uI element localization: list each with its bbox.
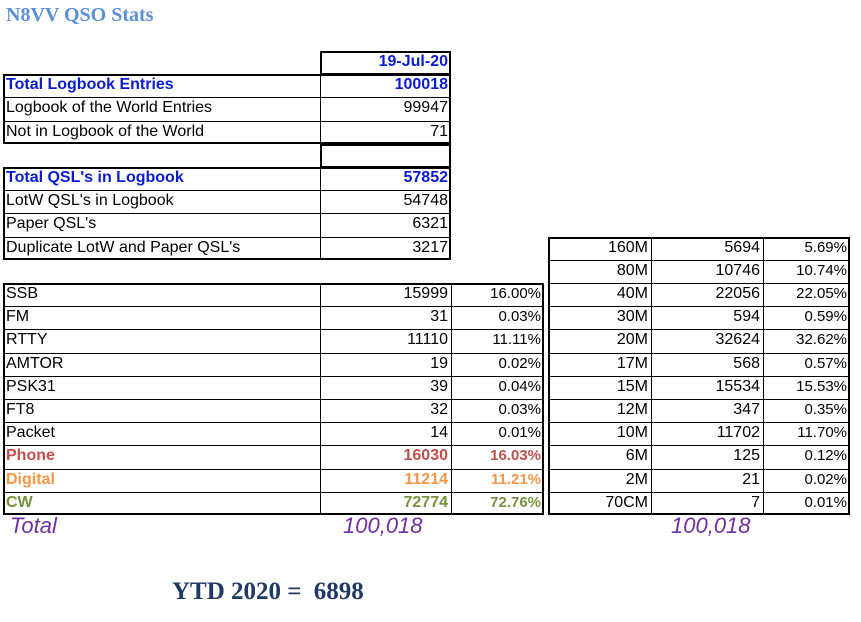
band-label: 20M xyxy=(616,331,648,348)
band-label: 70CM xyxy=(605,494,648,511)
band-count: 11702 xyxy=(716,424,760,441)
band-count: 125 xyxy=(733,447,760,464)
grid-line xyxy=(3,445,544,446)
mode-count: 39 xyxy=(430,378,448,395)
band-count: 10746 xyxy=(715,262,760,279)
mode-pct: 0.04% xyxy=(498,378,541,395)
band-pct: 0.35% xyxy=(804,401,847,418)
mode-pct: 0.01% xyxy=(498,424,541,441)
qsl-label: Duplicate LotW and Paper QSL's xyxy=(6,239,241,256)
grid-line xyxy=(3,353,544,354)
grid-line xyxy=(548,422,850,423)
grid-line xyxy=(548,469,850,470)
logbook-value: 99947 xyxy=(403,99,448,116)
summary-pct: 72.76% xyxy=(490,494,541,511)
band-pct: 22.05% xyxy=(796,285,847,302)
band-pct: 0.57% xyxy=(804,355,847,372)
mode-count: 19 xyxy=(430,355,448,372)
band-label: 40M xyxy=(616,285,648,302)
ytd-value: 6898 xyxy=(313,578,364,605)
mode-label: Packet xyxy=(6,424,55,441)
grid-line xyxy=(320,167,321,260)
logbook-label: Not in Logbook of the World xyxy=(6,123,205,140)
mode-pct: 16.00% xyxy=(490,285,541,302)
band-count: 15534 xyxy=(715,378,760,395)
band-pct: 0.59% xyxy=(804,308,847,325)
qsl-value: 54748 xyxy=(403,192,448,209)
band-pct: 0.01% xyxy=(804,494,847,511)
band-label: 30M xyxy=(616,308,648,325)
band-count: 21 xyxy=(742,471,760,488)
grid-line xyxy=(548,492,850,493)
band-count: 7 xyxy=(751,494,760,511)
grid-line xyxy=(548,376,850,377)
summary-count: 11214 xyxy=(404,471,448,488)
mode-count: 11110 xyxy=(407,331,448,348)
logbook-value: 100018 xyxy=(394,76,448,93)
grid-line xyxy=(3,306,544,307)
band-total: 100,018 xyxy=(671,513,751,538)
summary-label: Phone xyxy=(6,447,55,464)
grid-line xyxy=(320,74,321,144)
logbook-label: Logbook of the World Entries xyxy=(6,99,213,116)
band-label: 160M xyxy=(607,239,648,256)
band-pct: 10.74% xyxy=(796,262,847,279)
mode-pct: 0.03% xyxy=(498,308,541,325)
grid-line xyxy=(548,260,850,261)
grid-line xyxy=(3,213,451,214)
summary-count: 72774 xyxy=(403,494,448,511)
band-pct: 0.12% xyxy=(804,447,847,464)
mode-pct: 0.03% xyxy=(498,401,541,418)
grid-line xyxy=(3,190,451,191)
summary-pct: 16.03% xyxy=(490,447,541,464)
grid-line xyxy=(548,353,850,354)
mode-pct: 11.11% xyxy=(492,331,541,348)
grid-line xyxy=(548,445,850,446)
band-count: 347 xyxy=(733,401,760,418)
ytd-summary xyxy=(172,578,364,606)
band-count: 594 xyxy=(733,308,760,325)
band-pct: 0.02% xyxy=(804,471,847,488)
band-count: 22056 xyxy=(715,285,760,302)
band-pct: 11.70% xyxy=(797,424,847,441)
page-title: N8VV QSO Stats xyxy=(6,4,154,26)
band-label: 6M xyxy=(625,447,648,464)
mode-label: FM xyxy=(6,308,30,325)
band-pct: 15.53% xyxy=(796,378,847,395)
band-label: 15M xyxy=(616,378,648,395)
mode-count: 31 xyxy=(430,308,448,325)
band-pct: 5.69% xyxy=(804,239,847,256)
band-count: 568 xyxy=(733,355,760,372)
grid-line xyxy=(3,422,544,423)
total-label: Total xyxy=(10,513,57,538)
mode-pct: 0.02% xyxy=(498,355,541,372)
grid-line xyxy=(548,306,850,307)
mode-total: 100,018 xyxy=(343,513,423,538)
summary-count: 16030 xyxy=(403,447,448,464)
grid-line xyxy=(3,329,544,330)
band-label: 17M xyxy=(616,355,648,372)
mode-label: PSK31 xyxy=(6,378,56,395)
mode-label: AMTOR xyxy=(6,355,64,372)
band-pct: 32.62% xyxy=(796,331,847,348)
qsl-label: LotW QSL's in Logbook xyxy=(6,192,174,209)
mode-label: FT8 xyxy=(6,401,35,418)
mode-label: SSB xyxy=(6,285,39,302)
band-count: 32624 xyxy=(715,331,760,348)
summary-pct: 11.21% xyxy=(490,471,541,488)
qsl-label: Total QSL's in Logbook xyxy=(6,169,184,186)
grid-line xyxy=(548,399,850,400)
ytd-label: YTD 2020 = xyxy=(172,578,302,605)
summary-label: CW xyxy=(6,494,33,511)
grid-line xyxy=(3,399,544,400)
qsl-label: Paper QSL's xyxy=(6,215,97,232)
band-label: 10M xyxy=(616,424,648,441)
grid-line xyxy=(3,469,544,470)
blank-frame xyxy=(320,144,451,168)
grid-line xyxy=(3,376,544,377)
mode-count: 14 xyxy=(430,424,448,441)
logbook-value: 71 xyxy=(430,123,448,140)
qsl-value: 6321 xyxy=(412,215,448,232)
grid-line xyxy=(3,121,451,122)
qsl-value: 3217 xyxy=(412,239,448,256)
mode-count: 32 xyxy=(430,401,448,418)
grid-line xyxy=(548,329,850,330)
grid-line xyxy=(3,237,451,238)
grid-line xyxy=(3,97,451,98)
band-label: 12M xyxy=(616,401,648,418)
grid-line xyxy=(548,283,850,284)
grid-line xyxy=(3,492,544,493)
qsl-value: 57852 xyxy=(403,169,448,186)
band-count: 5694 xyxy=(724,239,760,256)
band-label: 2M xyxy=(625,471,648,488)
summary-label: Digital xyxy=(6,471,55,488)
report-date: 19-Jul-20 xyxy=(378,53,448,70)
mode-count: 15999 xyxy=(403,285,448,302)
logbook-label: Total Logbook Entries xyxy=(6,76,174,93)
mode-label: RTTY xyxy=(6,331,48,348)
band-label: 80M xyxy=(616,262,648,279)
